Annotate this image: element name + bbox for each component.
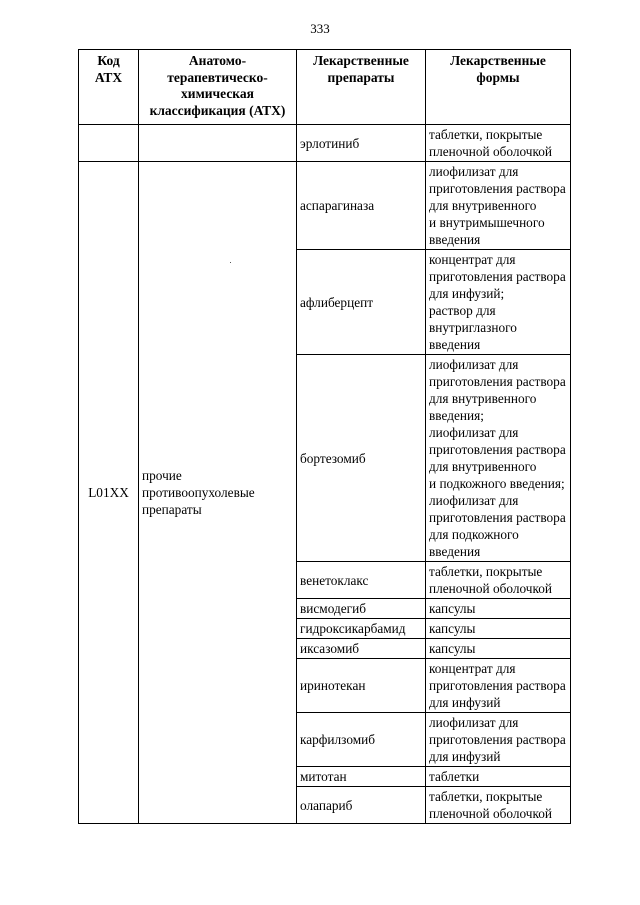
drug-name: олапариб <box>297 787 426 824</box>
drug-name: эрлотиниб <box>297 125 426 162</box>
header-drugs: Лекарственные препараты <box>297 50 426 125</box>
header-row <box>79 50 571 125</box>
page-number: 333 <box>310 21 330 36</box>
table-body <box>79 125 571 824</box>
drug-name: венетоклакс <box>297 562 426 599</box>
drug-form: лиофилизат для приготовления раствора для внутривенного и внутримышечного введения <box>426 162 571 250</box>
drug-name: висмодегиб <box>297 599 426 619</box>
empty-classification-cell <box>139 125 297 162</box>
drug-form: таблетки, покрытые пленочной оболочкой <box>426 562 571 599</box>
drug-name: бортезомиб <box>297 355 426 562</box>
header-classification: Анатомо- терапевтическо- химическая классификация (АТХ) <box>139 50 297 125</box>
drug-form: лиофилизат для приготовления раствора для инфузий <box>426 713 571 767</box>
drug-form: капсулы <box>426 619 571 639</box>
drug-name: иксазомиб <box>297 639 426 659</box>
drug-name: иринотекан <box>297 659 426 713</box>
drug-form: таблетки, покрытые пленочной оболочкой <box>426 787 571 824</box>
table-row <box>79 125 571 162</box>
drug-name: гидроксикарбамид <box>297 619 426 639</box>
drug-form: лиофилизат для приготовления раствора для внутривенного введения; лиофилизат для приготовления раствора для внутривенного и подкожного введения; лиофилизат для приготовления раствора для подкожного введения <box>426 355 571 562</box>
group-name: прочие противоопухолевые препараты <box>139 162 297 824</box>
drug-name: аспарагиназа <box>297 162 426 250</box>
empty-code-cell <box>79 125 139 162</box>
drug-name: митотан <box>297 767 426 787</box>
drug-form: таблетки <box>426 767 571 787</box>
group-code: L01XX <box>79 162 139 824</box>
table-row <box>79 162 571 250</box>
drug-form: капсулы <box>426 639 571 659</box>
drug-form: концентрат для приготовления раствора для инфузий; раствор для внутриглазного введения <box>426 250 571 355</box>
drug-name: афлиберцепт <box>297 250 426 355</box>
header-code: Код АТХ <box>79 50 139 125</box>
drug-name: карфилзомиб <box>297 713 426 767</box>
drug-form: таблетки, покрытые пленочной оболочкой <box>426 125 571 162</box>
drug-form: капсулы <box>426 599 571 619</box>
drug-form: концентрат для приготовления раствора для инфузий <box>426 659 571 713</box>
atx-table <box>78 49 571 824</box>
header-forms: Лекарственные формы <box>426 50 571 125</box>
